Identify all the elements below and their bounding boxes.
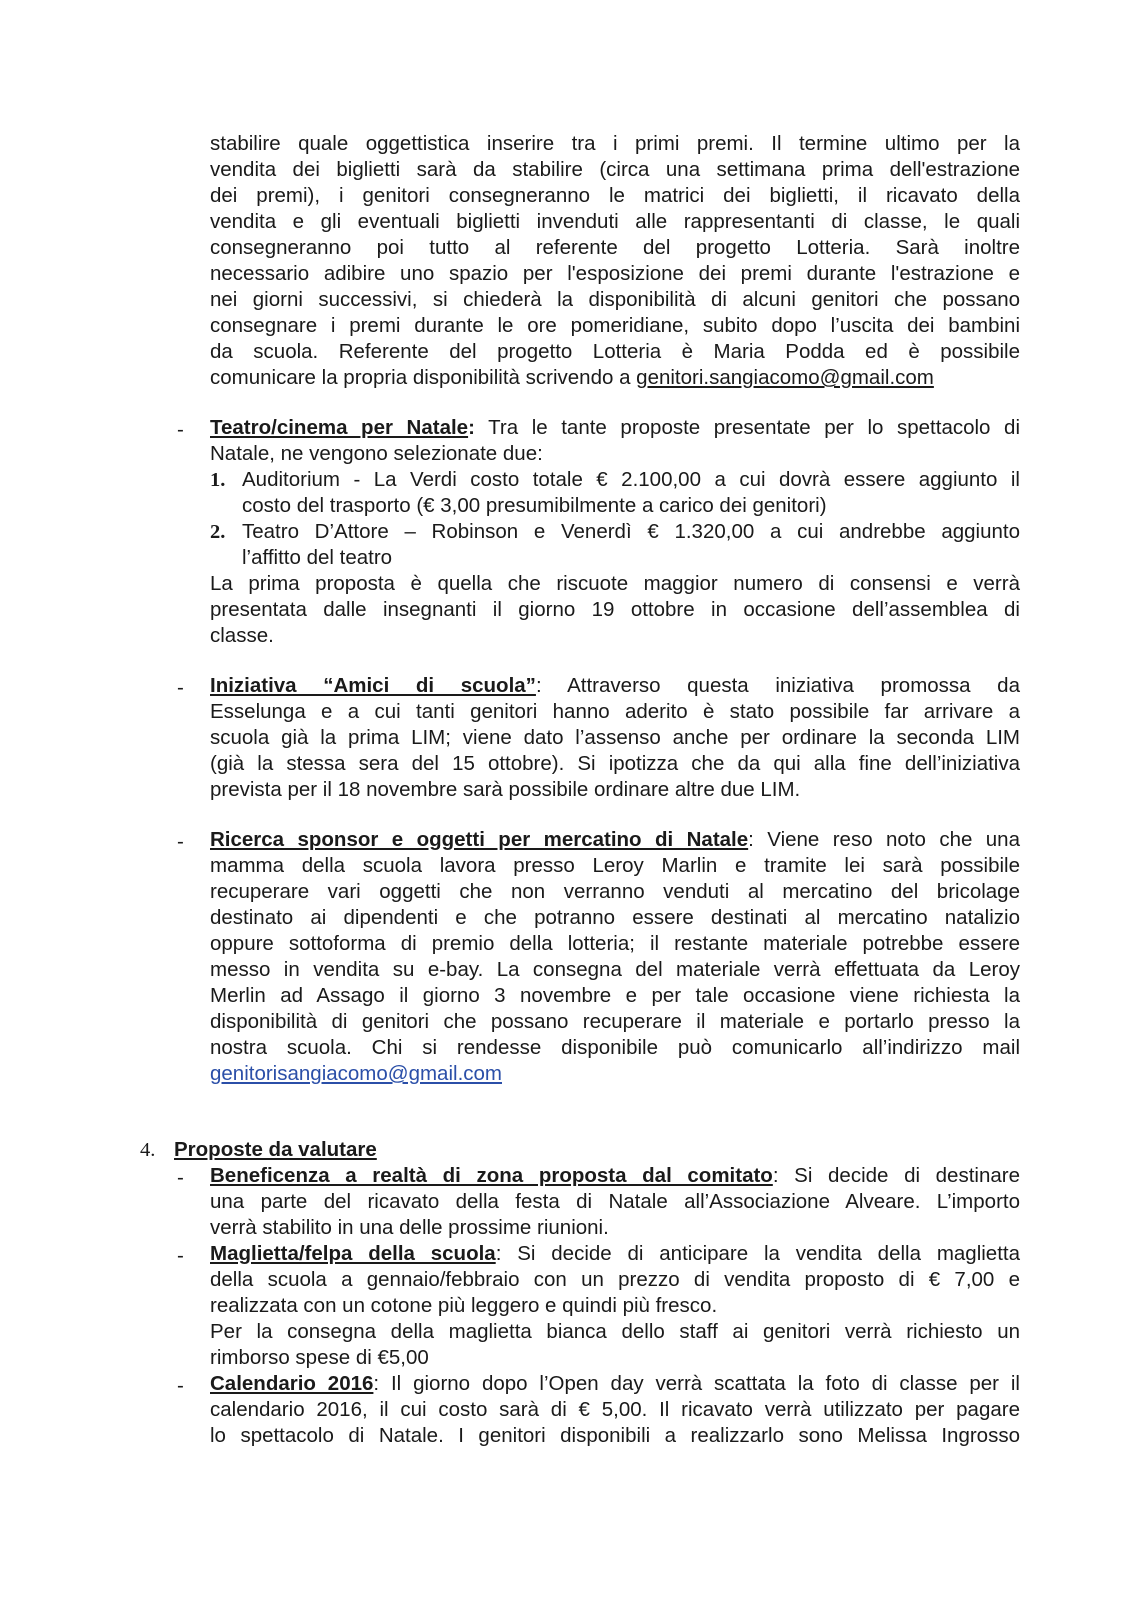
paragraph-line: realizzata con un cotone più leggero e quindi più fresco. [210,1294,718,1317]
beneficenza-item [210,1163,1020,1241]
section-number: 4. [140,1139,156,1161]
amici-item [210,673,1020,803]
item-text: Auditorium - La Verdi costo totale € 2.100,00 a cui dovrà essere aggiunto il [242,468,1020,491]
sponsor-title: Ricerca sponsor e oggetti per mercatino di Natale [210,828,749,851]
item-text: Tra le tante proposte presentate per lo spettacolo di [474,416,1020,439]
paragraph-line [210,365,1020,391]
paragraph-line: Natale, ne vengono selezionate due: [210,442,543,465]
email-link[interactable]: genitori.sangiacomo@gmail.com [636,366,934,389]
item-text: : Attraverso questa iniziativa promossa da [535,674,1020,697]
paragraph-line: una parte del ricavato della festa di Natale all’Associazione Alveare. L’importo [210,1190,1020,1213]
paragraph-text: comunicare la propria disponibilità scrivendo a [210,366,637,389]
paragraph-line: Merlin ad Assago il giorno 3 novembre e per tale occasione viene richiesta la [210,984,1020,1007]
paragraph-line [210,1061,1020,1087]
paragraph-line: mamma della scuola lavora presso Leroy Marlin e tramite lei sarà possibile [210,854,1020,877]
lotteria-paragraph [210,131,1020,391]
numbered-item [210,519,1020,545]
bullet-dash: - [177,418,184,441]
item-text: : Si decide di destinare [772,1164,1020,1187]
paragraph-line: Esselunga e a cui tanti genitori hanno aderito è stato possibile far arrivare a [210,700,1020,723]
paragraph-line: della scuola a gennaio/febbraio con un prezzo di vendita proposto di € 7,00 e [210,1268,1020,1291]
bullet-dash: - [177,1244,184,1267]
maglietta-item [210,1241,1020,1371]
bullet-dash: - [177,1166,184,1189]
bullet-dash: - [177,676,184,699]
item-heading-line [210,827,1020,853]
paragraph-line: recuperare vari oggetti che non verranno venduti al mercatino del bricolage [210,880,1020,903]
item-heading-line [210,1241,1020,1267]
paragraph-line: destinato ai dipendenti e che potranno essere destinati al mercatino natalizio [210,906,1020,929]
paragraph-line: da scuola. Referente del progetto Lotteria è Maria Podda ed è possibile [210,340,1020,363]
beneficenza-title: Beneficenza a realtà di zona proposta dal comitato [210,1164,773,1187]
item-heading-line [210,673,1020,699]
sponsor-item [210,827,1020,1087]
item-number: 2. [210,521,226,543]
paragraph-line: vendita dei biglietti sarà da stabilire (circa una settimana prima dell'estrazione [210,158,1020,181]
teatro-item [210,415,1020,649]
bullet-dash: - [177,830,184,853]
paragraph-line: presentata dalle insegnanti il giorno 19 ottobre in occasione dell’assemblea di [210,598,1020,621]
paragraph-line: classe. [210,624,274,647]
paragraph-line: La prima proposta è quella che riscuote maggior numero di consensi e verrà [210,572,1020,595]
paragraph-line: vendita e gli eventuali biglietti invenduti alle rappresentanti di classe, le quali [210,210,1020,233]
paragraph-line: stabilire quale oggettistica inserire tra i primi premi. Il termine ultimo per la [210,132,1020,155]
numbered-item-continuation: l’affitto del teatro [242,546,393,569]
paragraph-line: verrà stabilito in una delle prossime riunioni. [210,1216,609,1239]
numbered-item-continuation: costo del trasporto (€ 3,00 presumibilmente a carico dei genitori) [242,494,827,517]
paragraph-line: messo in vendita su e-bay. La consegna del materiale verrà effettuata da Leroy [210,958,1020,981]
paragraph-line: consegneranno poi tutto al referente del progetto Lotteria. Sarà inoltre [210,236,1020,259]
item-heading-line [210,415,1020,441]
section-heading [174,1137,377,1163]
paragraph-line: oppure sottoforma di premio della lotteria; il restante materiale potrebbe essere [210,932,1020,955]
maglietta-title: Maglietta/felpa della scuola [210,1242,496,1265]
paragraph-line: lo spettacolo di Natale. I genitori disponibili a realizzarlo sono Melissa Ingrosso [210,1424,1020,1447]
paragraph-line: (già la stessa sera del 15 ottobre). Si ipotizza che da qui alla fine dell’iniziativa [210,752,1020,775]
paragraph-line: disponibilità di genitori che possano recuperare il materiale e portarlo presso la [210,1010,1020,1033]
paragraph-line: nostra scuola. Chi si rendesse disponibile può comunicarlo all’indirizzo mail [210,1036,1020,1059]
paragraph-line: consegnare i premi durante le ore pomeridiane, subito dopo l’uscita dei bambini [210,314,1020,337]
paragraph-line: necessario adibire uno spazio per l'esposizione dei premi durante l'estrazione e [210,262,1020,285]
amici-title: Iniziativa “Amici di scuola” [210,674,536,697]
calendario-title: Calendario 2016 [210,1372,374,1395]
item-heading-line [210,1163,1020,1189]
paragraph-line: dei premi), i genitori consegneranno le matrici dei biglietti, il ricavato della [210,184,1020,207]
item-text: : Si decide di anticipare la vendita della maglietta [495,1242,1020,1265]
teatro-title: Teatro/cinema per Natale [210,416,469,439]
item-text: Teatro D’Attore – Robinson e Venerdì € 1.320,00 a cui andrebbe aggiunto [242,520,1020,543]
item-heading-line [210,1371,1020,1397]
numbered-item [210,467,1020,493]
paragraph-line: prevista per il 18 novembre sarà possibile ordinare altre due LIM. [210,778,801,801]
item-text: : Il giorno dopo l’Open day verrà scattata la foto di classe per il [373,1372,1020,1395]
paragraph-line: Per la consegna della maglietta bianca dello staff ai genitori verrà richiesto un [210,1320,1020,1343]
bullet-dash: - [177,1374,184,1397]
paragraph-line: scuola già la prima LIM; viene dato l’assenso anche per ordinare la seconda LIM [210,726,1020,749]
item-number: 1. [210,469,226,491]
paragraph-line: rimborso spese di €5,00 [210,1346,429,1369]
email-link[interactable]: genitorisangiacomo@gmail.com [210,1062,502,1085]
paragraph-line: nei giorni successivi, si chiederà la disponibilità di alcuni genitori che possano [210,288,1020,311]
paragraph-line: calendario 2016, il cui costo sarà di € 5,00. Il ricavato verrà utilizzato per pagare [210,1398,1020,1421]
section-title: Proposte da valutare [174,1138,377,1161]
calendario-item [210,1371,1020,1449]
item-text: : Viene reso noto che una [748,828,1020,851]
title-colon: : [468,416,475,439]
